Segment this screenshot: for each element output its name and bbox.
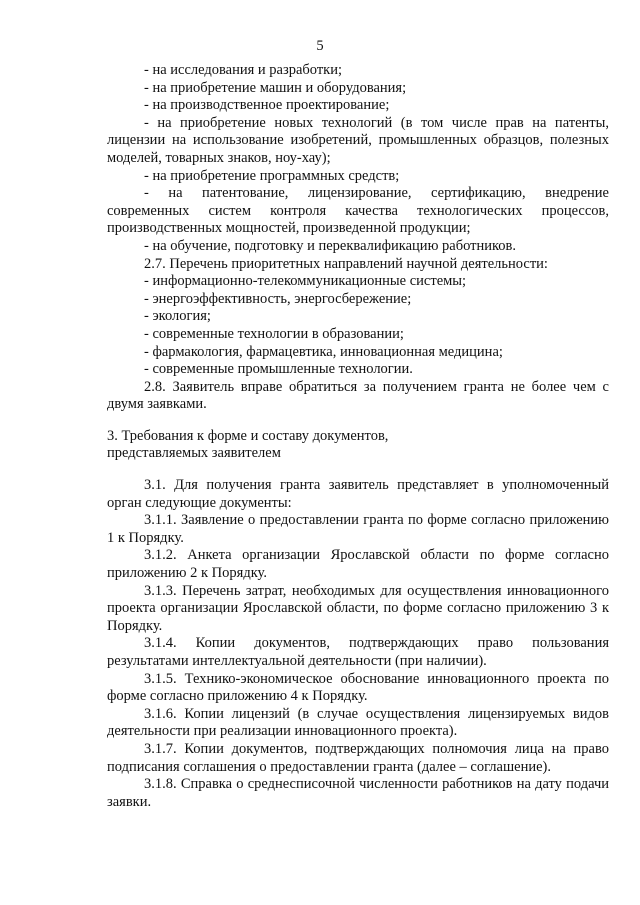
paragraph-3-1: 3.1. Для получения гранта заявитель представляет в уполномоченный орган следующие документы: — [107, 477, 609, 511]
list-item: - энергоэффективность, энергосбережение; — [144, 290, 412, 307]
document-item: 3.1.6. Копии лицензий (в случае осуществления лицензируемых видов деятельности при реализации инновационного проекта). — [107, 705, 609, 740]
document-item: 3.1.1. Заявление о предоставлении гранта по форме согласно приложению 1 к Порядку. — [107, 512, 609, 546]
list-item: - на патентование, лицензирование, сертификацию, внедрение современных систем контроля качества технологических процессов, производственных мощностей, произведенной продукции; — [107, 185, 609, 237]
document-item: 3.1.8. Справка о среднесписочной численности работников на дату подачи заявки. — [107, 776, 609, 810]
list-item: - информационно-телекоммуникационные системы; — [144, 273, 467, 290]
section-heading-line: представляемых заявителем — [107, 445, 281, 462]
list-item: - современные промышленные технологии. — [144, 361, 413, 378]
list-item: - фармакология, фармацевтика, инновационная медицина; — [144, 343, 503, 360]
page-number: 5 — [316, 38, 324, 54]
paragraph-2-7: 2.7. Перечень приоритетных направлений научной деятельности: — [144, 255, 548, 272]
list-item: - на исследования и разработки; — [144, 62, 343, 78]
document-item: 3.1.3. Перечень затрат, необходимых для осуществления инновационного проекта организации Ярославской области, по форме согласно приложению 3 к Порядку. — [107, 582, 609, 634]
list-item: - на приобретение машин и оборудования; — [144, 79, 407, 96]
document-item: 3.1.4. Копии документов, подтверждающих право пользования результатами интеллектуальной деятельности (при наличии). — [107, 635, 609, 669]
list-item: - на производственное проектирование; — [144, 97, 390, 114]
list-item: - современные технологии в образовании; — [144, 325, 404, 342]
list-item: - на приобретение новых технологий (в том числе прав на патенты, лицензии на использование изобретений, промышленных образцов, полезных моделей, товарных знаков, ноу-хау); — [107, 114, 609, 166]
document-item: 3.1.5. Технико-экономическое обоснование инновационного проекта по форме согласно приложению 4 к Порядку. — [107, 670, 609, 705]
list-item: - экология; — [144, 308, 211, 325]
paragraph-2-8: 2.8. Заявитель вправе обратиться за получением гранта не более чем с двумя заявками. — [107, 378, 609, 413]
document-item: 3.1.2. Анкета организации Ярославской области по форме согласно приложению 2 к Порядку. — [107, 547, 609, 582]
list-item: - на обучение, подготовку и переквалификацию работников. — [144, 237, 517, 254]
document-item: 3.1.7. Копии документов, подтверждающих полномочия лица на право подписания соглашения о предоставлении гранта (далее – соглашение). — [107, 740, 609, 775]
list-item: - на приобретение программных средств; — [144, 167, 400, 184]
section-heading-line: 3. Требования к форме и составу документов, — [107, 427, 389, 444]
section-3-heading — [107, 428, 609, 463]
document-body — [107, 62, 609, 811]
